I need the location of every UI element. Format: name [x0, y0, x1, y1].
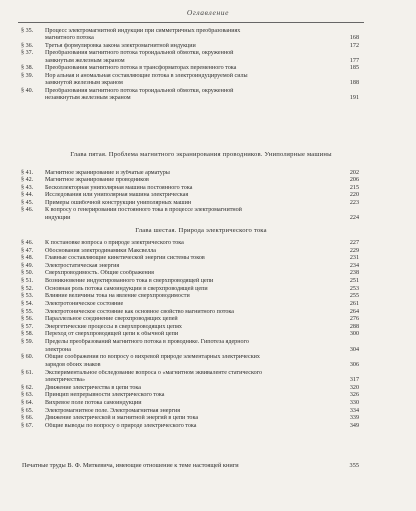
entry-title: Экспериментальное обследование вопроса о «магнитном эквиваленте статического — [45, 369, 263, 376]
entry-title: Процесс электромагнитной индукции при симметричных преобразованиях — [45, 28, 241, 34]
entry-title: Энергетические процессы в сверхпроводящих цепях — [45, 323, 182, 330]
chapter-heading: Глава пятая. Проблема магнитного экранирования проводников. Униполярные машины — [70, 151, 332, 158]
entry-number: § 53. — [21, 293, 34, 300]
entry-title: Преобразования магнитного потока тороидальной обмотки, окруженной — [45, 87, 234, 94]
entry-page-number: 234 — [349, 262, 359, 269]
entry-number: § 58. — [21, 331, 34, 338]
header-rule — [18, 22, 364, 23]
entry-title: К вопросу о генерировании постоянного тока в процессе электромагнитной — [45, 207, 242, 214]
entry-number: § 51. — [21, 278, 34, 285]
entry-title: Основная роль потока самоиндукции в сверхпроводящей цепи — [45, 285, 208, 292]
entry-title: зарядов обоих знаков — [45, 361, 101, 368]
entry-page-number: 224 — [349, 214, 359, 221]
entry-number: § 46. — [21, 207, 34, 214]
entry-page-number: 185 — [349, 65, 359, 72]
entry-number: § 52. — [21, 285, 34, 292]
entry-number: § 64. — [21, 400, 34, 407]
entry-page-number: 168 — [349, 35, 359, 42]
entry-page-number: 261 — [349, 300, 359, 307]
entry-page-number: 339 — [349, 415, 359, 422]
entry-title: Принцип непрерывности электрического тока — [45, 392, 165, 399]
entry-number: § 42. — [21, 177, 34, 184]
entry-page-number: 317 — [349, 377, 359, 384]
entry-page-number: 231 — [349, 255, 359, 262]
entry-page-number: 326 — [349, 392, 359, 399]
entry-number: § 37. — [21, 50, 34, 57]
entry-number: § 46. — [21, 240, 34, 246]
entry-page-number: 330 — [349, 400, 359, 407]
entry-page-number: 349 — [349, 422, 359, 429]
entry-page-number: 206 — [349, 177, 359, 184]
entry-title: индукции — [45, 214, 71, 221]
entry-number: § 43. — [21, 184, 34, 191]
entry-title: Вихревое поле потока самоиндукции — [45, 400, 142, 407]
entry-page-number: 255 — [349, 293, 359, 300]
entry-title: Третья формулировка закона электромагнитной индукции — [45, 42, 196, 49]
entry-title: Бесколлекторная униполярная машина постоянного тока — [45, 184, 193, 191]
entry-title: электрона — [45, 346, 71, 353]
entry-title: Магнитное экранирование проводников — [45, 177, 149, 184]
entry-title: К постановке вопроса о природе электрического тока — [45, 240, 184, 246]
entry-page-number: 215 — [349, 184, 359, 191]
entry-page-number: 223 — [349, 199, 359, 206]
entry-page-number: 251 — [349, 278, 359, 285]
entry-number: § 57. — [21, 323, 34, 330]
entry-number: § 49. — [21, 262, 34, 269]
entry-number: § 36. — [21, 42, 34, 49]
entry-number: § 61. — [21, 369, 34, 376]
entry-page-number: 320 — [349, 384, 359, 391]
entry-page-number: 276 — [349, 316, 359, 323]
entry-number: § 59. — [21, 339, 34, 346]
entry-page-number: 202 — [349, 170, 359, 176]
entry-title: Движение электрической и магнитной энергий в цепи тока — [45, 415, 199, 422]
entry-title: замкнутой железным экраном — [45, 80, 123, 87]
entry-title: Общие выводы по вопросу о природе электрического тока — [45, 422, 197, 429]
entry-title: Главные составляющие кинетической энергии системы токов — [45, 255, 205, 262]
entry-title: Влияние величины тока на явление сверхпроводимости — [45, 293, 190, 300]
entry-number: § 40. — [21, 87, 34, 94]
footer-entry-text: Печатные труды В. Ф. Миткевича, имеющие отношение к теме настоящей книги — [22, 462, 239, 469]
entry-page-number: 220 — [349, 192, 359, 199]
entry-number: § 54. — [21, 300, 34, 307]
entry-page-number: 306 — [349, 361, 359, 368]
entry-number: § 55. — [21, 308, 34, 315]
entry-title: Обоснования электродинамики Максвелла — [45, 247, 157, 254]
entry-title: Электротоническое состояние — [45, 300, 124, 307]
entry-number: § 48. — [21, 255, 34, 262]
entry-number: § 45. — [21, 199, 34, 206]
entry-title: замкнутым железным экраном — [45, 57, 125, 64]
entry-title: Переход от сверхпроводящей цепи к обычной цепи — [45, 331, 179, 338]
entry-title: Преобразования магнитного потока в трансформаторах переменного тока — [45, 65, 237, 72]
entry-title: Параллельное соединение сверхпроводящих цепей — [45, 316, 178, 323]
entry-title: Пределы преобразований магнитного потока в проводнике. Гипотеза ядерного — [45, 339, 249, 346]
entry-number: § 66. — [21, 415, 34, 422]
entry-number: § 50. — [21, 270, 34, 277]
entry-page-number: 238 — [349, 270, 359, 277]
entry-number: § 65. — [21, 407, 34, 414]
entry-title: незамкнутым железным экраном — [45, 95, 131, 102]
entry-title: Примеры ошибочной конструкции униполярных машин — [45, 199, 192, 206]
entry-number: § 35. — [21, 28, 34, 34]
entry-number: § 60. — [21, 354, 34, 361]
entry-page-number: 334 — [349, 407, 359, 414]
entry-number: § 62. — [21, 384, 34, 391]
entry-page-number: 229 — [349, 247, 359, 254]
entry-title: Нор альная и аномальная составляющие потока в электроиндуцируемой силы — [45, 72, 248, 79]
entry-title: Движение электричества в цепи тока — [45, 384, 141, 391]
entry-title: Возникновение индуктированного тока в сверхпроводящей цепи — [45, 278, 214, 285]
entry-title: Преобразования магнитного потока тороидальной обмотки, окруженной — [45, 50, 234, 57]
entry-page-number: 172 — [349, 42, 359, 49]
entry-number: § 41. — [21, 170, 34, 176]
entry-number: § 67. — [21, 422, 34, 429]
entry-title: Исследования или униполярная машина электрическая — [45, 192, 189, 199]
entry-title: Сверхпроводимость. Общие соображения — [45, 270, 154, 277]
entry-title: Магнитное экранирование и зубчатые арматуры — [45, 170, 170, 176]
entry-title: электричества» — [45, 377, 86, 384]
entry-page-number: 304 — [349, 346, 359, 353]
entry-page-number: 188 — [349, 80, 359, 87]
running-header: Оглавление — [186, 8, 230, 17]
entry-number: § 44. — [21, 192, 34, 199]
entry-number: § 39. — [21, 72, 34, 79]
entry-title: Электромагнитное поле. Электромагнитная энергия — [45, 407, 181, 414]
footer-entry-page: 355 — [349, 462, 359, 469]
entry-title: магнитного потока — [45, 35, 94, 42]
entry-page-number: 253 — [349, 285, 359, 292]
entry-page-number: 300 — [349, 331, 359, 338]
entry-title: Электротоническое состояние как основное свойство магнитного потока — [45, 308, 235, 315]
entry-number: § 56. — [21, 316, 34, 323]
entry-title: Электростатическая энергия — [45, 262, 120, 269]
entry-number: § 38. — [21, 65, 34, 72]
entry-page-number: 227 — [349, 240, 359, 246]
entry-title: Общие соображения по вопросу о вихревой природе элементарных электрических — [45, 354, 260, 361]
chapter-heading: Глава шестая. Природа электрического тока — [135, 227, 267, 234]
entry-number: § 63. — [21, 392, 34, 399]
entry-page-number: 191 — [349, 95, 359, 102]
entry-number: § 47. — [21, 247, 34, 254]
entry-page-number: 288 — [349, 323, 359, 330]
entry-page-number: 264 — [349, 308, 359, 315]
entry-page-number: 177 — [349, 57, 359, 64]
